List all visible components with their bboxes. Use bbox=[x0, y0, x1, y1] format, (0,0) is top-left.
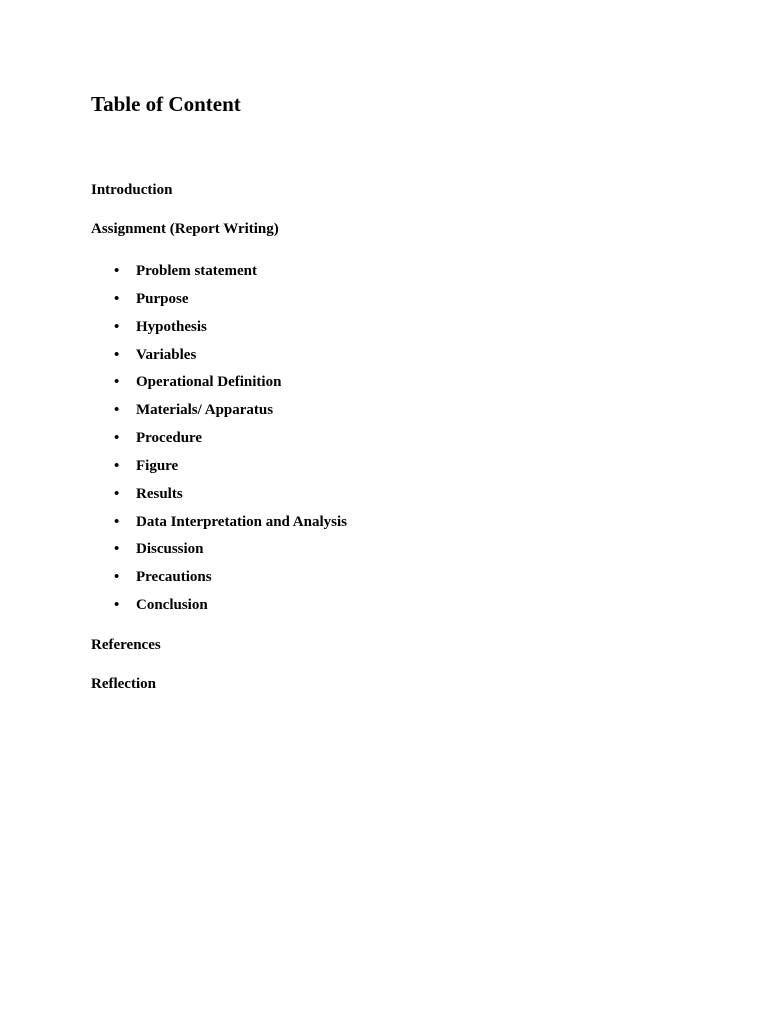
bullet-icon: • bbox=[114, 485, 120, 502]
toc-subentry-procedure bbox=[0, 428, 768, 456]
bullet-icon: • bbox=[114, 318, 120, 335]
toc-subentry-label: Precautions bbox=[136, 569, 212, 586]
bullet-icon: • bbox=[114, 430, 120, 447]
toc-subentry-figure bbox=[0, 456, 768, 484]
toc-sublist bbox=[0, 261, 768, 623]
toc-subentry-label: Operational Definition bbox=[136, 374, 282, 391]
bullet-icon: • bbox=[114, 402, 120, 419]
toc-entry-assignment: Assignment (Report Writing) bbox=[91, 221, 279, 237]
bullet-icon: • bbox=[114, 541, 120, 558]
toc-subentry-data-interpretation bbox=[0, 512, 768, 540]
toc-subentry-precautions bbox=[0, 567, 768, 595]
toc-entry-references: References bbox=[91, 637, 161, 653]
toc-subentry-operational-definition bbox=[0, 372, 768, 400]
bullet-icon: • bbox=[114, 513, 120, 530]
toc-subentry-variables bbox=[0, 345, 768, 373]
toc-subentry-label: Purpose bbox=[136, 290, 189, 307]
toc-subentry-hypothesis bbox=[0, 317, 768, 345]
toc-subentry-label: Data Interpretation and Analysis bbox=[136, 513, 347, 530]
toc-subentry-problem-statement bbox=[0, 261, 768, 289]
toc-subentry-label: Hypothesis bbox=[136, 318, 207, 335]
toc-subentry-results bbox=[0, 484, 768, 512]
toc-entry-reflection: Reflection bbox=[91, 676, 156, 692]
toc-entry-introduction: Introduction bbox=[91, 182, 173, 198]
bullet-icon: • bbox=[114, 457, 120, 474]
toc-subentry-label: Variables bbox=[136, 346, 197, 363]
toc-subentry-label: Problem statement bbox=[136, 263, 257, 279]
toc-subentry-conclusion bbox=[0, 595, 768, 623]
toc-subentry-label: Results bbox=[136, 485, 183, 502]
toc-subentry-materials-apparatus bbox=[0, 400, 768, 428]
bullet-icon: • bbox=[114, 263, 120, 279]
toc-subentry-label: Procedure bbox=[136, 430, 203, 447]
bullet-icon: • bbox=[114, 290, 120, 307]
toc-subentry-label: Materials/ Apparatus bbox=[136, 402, 274, 419]
bullet-icon: • bbox=[114, 374, 120, 391]
toc-subentry-label: Conclusion bbox=[136, 597, 208, 614]
bullet-icon: • bbox=[114, 569, 120, 586]
bullet-icon: • bbox=[114, 346, 120, 363]
page-title: Table of Content bbox=[91, 92, 241, 116]
toc-subentry-label: Discussion bbox=[136, 541, 204, 558]
toc-subentry-purpose bbox=[0, 289, 768, 317]
toc-subentry-discussion bbox=[0, 539, 768, 567]
toc-subentry-label: Figure bbox=[136, 457, 179, 474]
bullet-icon: • bbox=[114, 597, 120, 614]
